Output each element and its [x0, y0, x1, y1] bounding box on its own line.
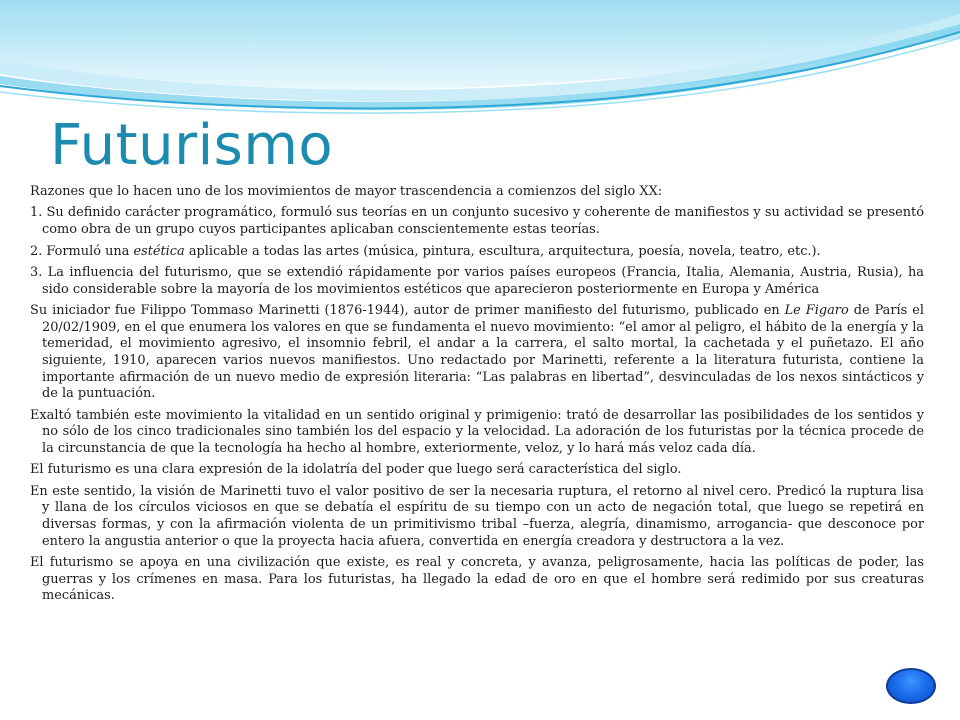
slide-body	[30, 184, 924, 610]
reason-2-text-end: aplicable a todas las artes (música, pintura, escultura, arquitectura, poesía, novela, teatro, etc.).	[184, 243, 821, 259]
slide-title: Futurismo	[50, 113, 334, 178]
marinetti-text-end: de París el 20/02/1909, en el que enumera los valores en que se fundamenta el nuevo movimiento: “el amor al peligro, el hábito de la energía y la temeridad, el movimiento agresivo, el insomnio febril, el andar a la carrera, el salto mortal, la cachetada y el puñetazo. El año siguiente, 1910, aparecen varios nuevos manifiestos. Uno redactado por Marinetti, referente a la literatura futurista, contiene la importante afirmación de un nuevo medio de expresión literaria: “Las palabras en libertad”, desvinculadas de los nexos sintácticos y de la puntuación.	[42, 303, 924, 402]
reason-3-paragraph: 3. La influencia del futurismo, que se extendió rápidamente por varios países europeos (Francia, Italia, Alemania, Austria, Rusia), ha sido considerable sobre la mayoría de los movimientos estéticos que aparecieron posteriormente en Europa y América	[30, 265, 924, 297]
power-idolatry-paragraph: El futurismo es una clara expresión de la idolatría del poder que luego será característica del siglo.	[30, 462, 682, 478]
reason-2-text-start: 2. Formuló una	[30, 243, 134, 259]
rupture-paragraph: En este sentido, la visión de Marinetti tuvo el valor positivo de ser la necesaria ruptura, el retorno al nivel cero. Predicó la ruptura lisa y llana de los círculos viciosos en que se debatía el espíritu de su tiempo con un acto de negación total, que luego se repetirá en diversas formas, y con la afirmación violenta de un primitivismo tribal –fuerza, alegría, dinamismo, arrogancia- que desconoce por entero la angustia anterior o que la proyecta hacia afuera, convertida en energía creadora y destructora a la vez.	[30, 483, 924, 549]
reason-1-paragraph: 1. Su definido carácter programático, formuló sus teorías en un conjunto sucesivo y coherente de manifiestos y su actividad se presentó como obra de un grupo cuyos participantes aplicaban conscientemente estas teorías.	[30, 205, 924, 238]
intro-paragraph: Razones que lo hacen uno de los movimientos de mayor trascendencia a comienzos del siglo XX:	[30, 184, 663, 199]
marinetti-text-start: Su iniciador fue Filippo Tommaso Marinetti (1876-1944), autor de primer manifiesto del futurismo, publicado en	[30, 303, 785, 319]
reason-2-paragraph	[30, 244, 924, 261]
reason-2-emphasis: estética	[133, 243, 185, 259]
slide-action-button[interactable]	[886, 668, 936, 704]
header-wave-decoration	[0, 0, 960, 113]
vitality-paragraph: Exaltó también este movimiento la vitalidad en un sentido original y primigenio: trató de desarrollar las posibilidades de los sentidos y no sólo de los cinco tradicionales sino también los del espacio y la velocidad. La adoración de los futuristas por la técnica procede de la circunstancia de que la tecnología ha hecho al hombre, exteriormente, veloz, y lo hará más veloz cada día.	[30, 407, 924, 456]
le-figaro-emphasis: Le Figaro	[784, 303, 849, 319]
marinetti-paragraph	[30, 303, 924, 403]
civilization-paragraph: El futurismo se apoya en una civilización que existe, es real y concreta, y avanza, peligrosamente, hacia las políticas de poder, las guerras y los crímenes en masa. Para los futuristas, ha llegado la edad de oro en que el hombre será redimido por sus creaturas mecánicas.	[30, 555, 924, 604]
